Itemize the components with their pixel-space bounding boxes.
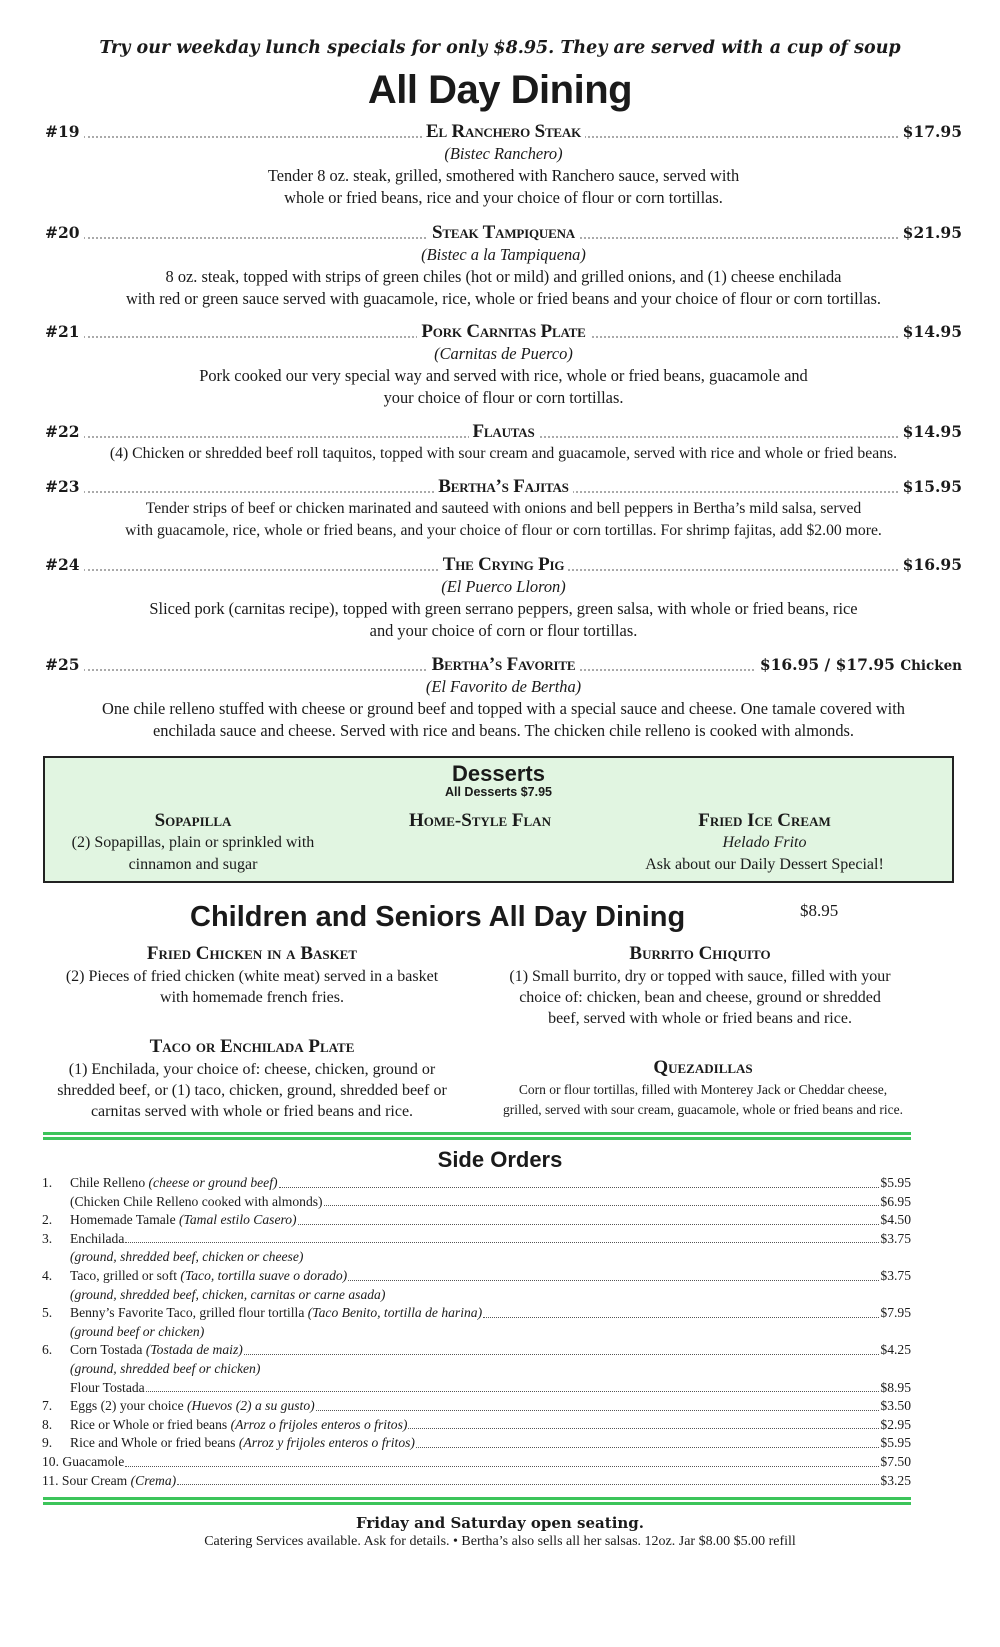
side-order-number: 3.	[42, 1230, 53, 1246]
side-order-row	[42, 1434, 911, 1453]
side-order-row	[42, 1453, 911, 1472]
side-order-row	[42, 1286, 911, 1305]
child-item-desc: shredded beef, or (1) taco, chicken, ground, shredded beef or	[57, 1082, 447, 1099]
side-order-number: 7.	[42, 1398, 53, 1414]
menu-entry-23	[45, 476, 962, 542]
entry-desc-line: Pork cooked our very special way and served with rice, whole or fried beans, guacamole and	[199, 366, 808, 385]
side-order-price: $7.95	[880, 1305, 911, 1321]
entry-subtitle: (Bistec a la Tampiquena)	[421, 245, 586, 264]
entry-desc-line: Tender 8 oz. steak, grilled, smothered with Ranchero sauce, served with	[267, 166, 740, 185]
dot-leader	[298, 1211, 880, 1225]
side-order-label: Corn Tostada	[70, 1342, 146, 1358]
dot-leader	[125, 1453, 879, 1467]
side-order-number: 4.	[42, 1267, 53, 1283]
side-order-number: 11.	[42, 1472, 59, 1488]
side-order-row	[42, 1211, 911, 1230]
side-order-number: 8.	[42, 1416, 53, 1432]
side-order-spanish: (Taco Benito, tortilla de harina)	[307, 1305, 483, 1321]
entry-desc-line: whole or fried beans, rice and your choice of flour or corn tortillas.	[284, 188, 723, 207]
dessert-sopapilla	[53, 810, 333, 876]
divider-rule	[43, 1497, 911, 1505]
side-order-number: 5.	[42, 1305, 53, 1321]
side-order-note: (ground, shredded beef, chicken or cheese)	[70, 1249, 304, 1265]
entry-name: El Ranchero Steak	[422, 121, 585, 143]
menu-entry-20	[45, 222, 962, 310]
entry-price: $14.95	[899, 421, 962, 443]
side-order-note: (ground, shredded beef, chicken, carnitas or carne asada)	[70, 1286, 386, 1302]
entry-price-note: Chicken	[900, 658, 962, 674]
menu-entry-22	[45, 421, 962, 465]
side-order-note: (ground beef or chicken)	[70, 1323, 205, 1339]
side-order-label: Rice and Whole or fried beans	[70, 1435, 239, 1451]
child-item-desc: (2) Pieces of fried chicken (white meat) served in a basket	[65, 968, 439, 985]
dot-leader	[408, 1416, 879, 1430]
child-item-desc: with homemade french fries.	[160, 989, 344, 1006]
side-order-row	[42, 1230, 911, 1249]
entry-desc-line: Sliced pork (carnitas recipe), topped with green serrano peppers, green salsa, with whole or fried beans, rice	[149, 599, 858, 618]
side-orders-title: Side Orders	[437, 1147, 563, 1172]
entry-name: Pork Carnitas Plate	[417, 321, 589, 343]
desserts-box	[43, 756, 954, 883]
entry-desc-line: with guacamole, rice, whole or fried beans, and your choice of flour or corn tortillas. For shrimp fajitas, add $2.00 more.	[125, 522, 882, 539]
side-order-price: $6.95	[880, 1193, 911, 1209]
dot-leader	[416, 1434, 879, 1448]
child-item-desc: choice of: chicken, bean and cheese, ground or shredded	[519, 989, 881, 1006]
entry-price: $16.95	[899, 554, 962, 576]
side-order-price: $5.95	[880, 1435, 911, 1451]
dessert-desc-line: Ask about our Daily Dessert Special!	[645, 856, 884, 873]
children-price: $8.95	[800, 901, 839, 920]
child-item-desc: grilled, served with sour cream, guacamole, whole or fried beans and rice.	[503, 1102, 903, 1117]
side-order-row	[42, 1472, 911, 1491]
side-order-price: $3.75	[880, 1267, 911, 1283]
side-order-label: Enchilada	[70, 1230, 125, 1246]
footer-seating: Friday and Saturday open seating.	[355, 1514, 645, 1532]
entry-desc-line: your choice of flour or corn tortillas.	[383, 388, 624, 407]
entry-subtitle: (Bistec Ranchero)	[444, 144, 563, 163]
child-item-name: Fried Chicken in a Basket	[146, 943, 358, 964]
dot-leader	[125, 1230, 879, 1244]
side-order-row	[42, 1360, 911, 1379]
side-order-row	[42, 1304, 911, 1323]
entry-price: $14.95	[899, 321, 962, 343]
page-title: All Day Dining	[367, 68, 633, 112]
side-order-spanish: (Taco, tortilla suave o dorado)	[180, 1267, 348, 1283]
desserts-subtitle: All Desserts $7.95	[444, 785, 552, 799]
entry-price: $17.95	[899, 121, 962, 143]
side-order-price: $5.95	[880, 1175, 911, 1190]
entry-desc-line: and your choice of corn or flour tortillas.	[369, 621, 638, 640]
side-order-spanish: (cheese or ground beef)	[148, 1175, 278, 1190]
side-order-price: $2.95	[880, 1416, 911, 1432]
dot-leader	[483, 1304, 879, 1318]
entry-name: Bertha’s Fajitas	[434, 476, 572, 498]
side-order-row	[42, 1193, 911, 1212]
dessert-name: Fried Ice Cream	[698, 810, 831, 831]
side-order-label: Chile Relleno	[70, 1175, 149, 1190]
side-order-row	[42, 1267, 911, 1286]
side-order-row	[42, 1174, 911, 1193]
side-order-label: (Chicken Chile Relleno cooked with almonds)	[70, 1193, 323, 1209]
side-order-spanish: (Crema)	[130, 1472, 177, 1488]
side-order-note: (ground, shredded beef or chicken)	[70, 1360, 261, 1376]
entry-price: $21.95	[899, 222, 962, 244]
side-order-price: $4.25	[880, 1342, 911, 1358]
entry-name: Bertha’s Favorite	[428, 654, 580, 676]
menu-entry-25	[45, 654, 962, 742]
side-order-number: 10.	[42, 1453, 59, 1469]
side-order-row	[42, 1341, 911, 1360]
child-item-fried-chicken	[42, 942, 462, 1008]
side-order-price: $3.25	[880, 1472, 911, 1488]
dot-leader	[279, 1174, 880, 1188]
divider-rule	[43, 1132, 911, 1140]
side-order-number: 9.	[42, 1435, 53, 1451]
entry-number: #20	[45, 222, 84, 244]
side-order-label: Taco, grilled or soft	[70, 1267, 181, 1283]
entry-price: $15.95	[899, 476, 962, 498]
child-item-taco-enchilada	[37, 1035, 467, 1122]
dessert-desc-line: cinnamon and sugar	[128, 856, 258, 873]
entry-subtitle: (El Favorito de Bertha)	[425, 677, 582, 696]
side-order-label: Benny’s Favorite Taco, grilled flour tortilla	[70, 1305, 308, 1321]
side-order-price: $8.95	[880, 1379, 911, 1395]
dot-leader	[177, 1472, 879, 1486]
side-order-label: Guacamole	[62, 1453, 125, 1469]
menu-entry-24	[45, 554, 962, 642]
entry-subtitle: (El Puerco Lloron)	[441, 577, 566, 596]
child-item-quezadillas	[486, 1056, 920, 1120]
entry-number: #19	[45, 121, 84, 143]
side-order-price: $3.75	[880, 1230, 911, 1246]
side-order-label: Eggs (2) your choice	[70, 1398, 188, 1414]
entry-number: #22	[45, 421, 84, 443]
side-order-spanish: (Arroz y frijoles enteros o fritos)	[238, 1435, 415, 1451]
entry-number: #25	[45, 654, 84, 676]
footer-catering: Catering Services available. Ask for details. • Bertha’s also sells all her salsas. 12oz. Jar $8.00 $5.00 refill	[204, 1534, 796, 1549]
entry-number: #21	[45, 321, 84, 343]
side-order-label: Flour Tostada	[70, 1379, 145, 1395]
entry-desc-line: (4) Chicken or shredded beef roll taquitos, topped with sour cream and guacamole, served with rice and whole or fried beans.	[109, 445, 898, 462]
child-item-desc: (1) Enchilada, your choice of: cheese, chicken, ground or	[68, 1061, 436, 1078]
side-order-spanish: (Tamal estilo Casero)	[179, 1212, 297, 1228]
menu-entry-21	[45, 321, 962, 409]
side-order-price: $3.50	[880, 1398, 911, 1414]
side-order-label: Rice or Whole or fried beans	[70, 1416, 231, 1432]
child-item-name: Taco or Enchilada Plate	[149, 1036, 355, 1057]
side-order-label: Homemade Tamale	[70, 1212, 180, 1228]
entry-desc-line: One chile relleno stuffed with cheese or ground beef and topped with a special sauce and cheese. One tamale covered with	[102, 699, 905, 718]
side-order-number: 2.	[42, 1212, 53, 1228]
entry-name: The Crying Pig	[439, 554, 569, 576]
child-item-desc: (1) Small burrito, dry or topped with sauce, filled with your	[509, 968, 891, 985]
side-order-label: Sour Cream	[61, 1472, 131, 1488]
dessert-fried-ice-cream	[627, 810, 902, 876]
entry-desc-line: 8 oz. steak, topped with strips of green chiles (hot or mild) and grilled onions, and (1) cheese enchilada	[165, 267, 842, 286]
child-item-desc: carnitas served with whole or fried beans and rice.	[90, 1103, 414, 1120]
entry-desc-line: with red or green sauce served with guacamole, rice, whole or fried beans and your choice of flour or corn tortillas.	[125, 289, 882, 308]
entry-desc-line: Tender strips of beef or chicken marinated and sauteed with onions and bell peppers in Bertha’s mild salsa, served	[145, 500, 862, 517]
side-order-row	[42, 1323, 911, 1342]
dot-leader	[316, 1397, 880, 1411]
dot-leader	[348, 1267, 879, 1281]
side-order-row	[42, 1416, 911, 1435]
side-order-row	[42, 1248, 911, 1267]
dot-leader	[324, 1193, 880, 1207]
side-order-number: 1.	[42, 1175, 53, 1190]
side-order-spanish: (Arroz o frijoles enteros o fritos)	[230, 1416, 408, 1432]
dessert-name: Sopapilla	[154, 810, 232, 831]
entry-name: Flautas	[469, 421, 539, 443]
entry-subtitle: (Carnitas de Puerco)	[434, 344, 573, 363]
side-order-number: 6.	[42, 1342, 53, 1358]
child-item-name: Burrito Chiquito	[629, 943, 771, 964]
lunch-special-note: Try our weekday lunch specials for only $8.95. They are served with a cup of soup	[99, 38, 901, 58]
child-item-desc: Corn or flour tortillas, filled with Monterey Jack or Cheddar cheese,	[518, 1082, 888, 1097]
dot-leader	[244, 1341, 880, 1355]
entry-desc-line: enchilada sauce and cheese. Served with rice and beans. The chicken chile relleno is cooked with almonds.	[152, 721, 855, 740]
side-order-price: $7.50	[880, 1453, 911, 1469]
menu-entry-19	[45, 121, 962, 209]
side-order-row	[42, 1379, 911, 1398]
entry-price-value: $16.95 / $17.95	[759, 655, 895, 674]
dessert-subtitle: Helado Frito	[722, 834, 807, 851]
entry-number: #24	[45, 554, 84, 576]
dessert-desc-line: (2) Sopapillas, plain or sprinkled with	[71, 834, 315, 851]
side-orders-list	[42, 1174, 911, 1490]
desserts-title: Desserts	[452, 761, 545, 786]
child-item-name: Quezadillas	[653, 1057, 753, 1078]
entry-number: #23	[45, 476, 84, 498]
dessert-flan	[375, 810, 585, 832]
dot-leader	[146, 1379, 880, 1393]
entry-price	[756, 654, 962, 677]
children-title: Children and Seniors All Day Dining	[190, 901, 686, 933]
side-order-price: $4.50	[880, 1212, 911, 1228]
entry-name: Steak Tampiquena	[428, 222, 579, 244]
side-order-row	[42, 1397, 911, 1416]
side-order-spanish: (Tostada de maiz)	[145, 1342, 243, 1358]
child-item-desc: beef, served with whole or fried beans and rice.	[548, 1010, 852, 1027]
side-order-spanish: (Huevos (2) a su gusto)	[187, 1398, 315, 1414]
dessert-name: Home-Style Flan	[409, 810, 551, 831]
child-item-burrito	[490, 942, 910, 1029]
